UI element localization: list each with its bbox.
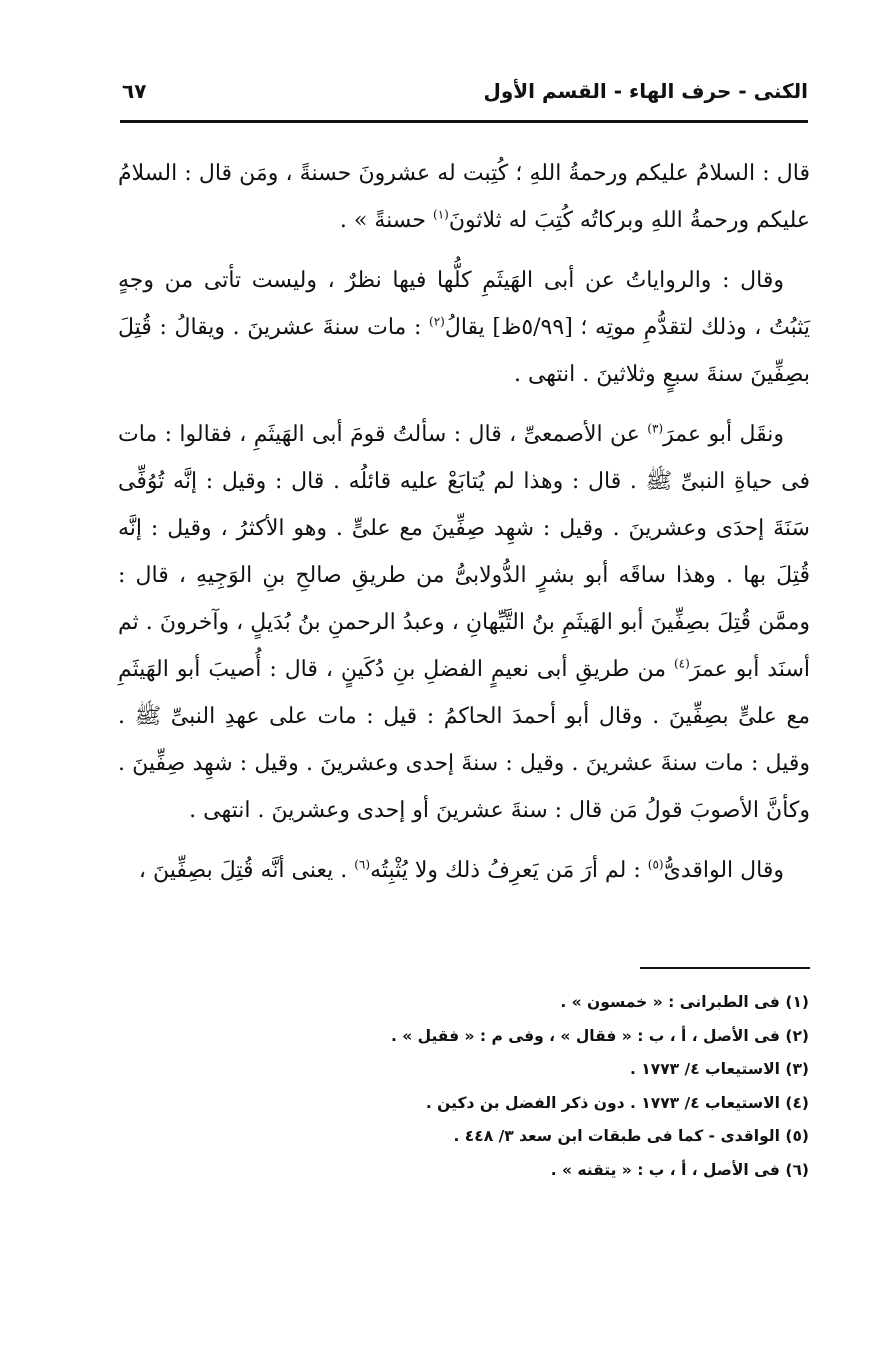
main-text: [118, 150, 810, 907]
paragraph-3-text-a: ونقَل أبو عمرَ: [663, 422, 784, 447]
paragraph-2-text-b: : مات سنةَ عشرينَ . ويقالُ : قُتِلَ بصِفِّينَ سنةَ سبعٍ وثلاثينَ . انتهى .: [118, 315, 810, 387]
footnote-2: (٢) فى الأصل ، أ ، ب : « فقال » ، وفى م : « فقيل » .: [390, 1026, 809, 1045]
footnote-1: (١) فى الطبرانى : « خمسون » .: [560, 993, 809, 1011]
paragraph-4: [118, 847, 810, 894]
running-header: [122, 68, 808, 114]
header-rule: [120, 120, 808, 123]
paragraph-2: [118, 257, 810, 398]
footnote-6: (٦) فى الأصل ، أ ، ب : « يتقنه » .: [550, 1160, 809, 1179]
paragraph-3: [118, 411, 810, 834]
page-number: ٦٧: [122, 79, 147, 103]
paragraph-2-text-a: وقال : والرواياتُ عن أبى الهَيثَمِ كلُّها فيها نظرٌ ، وليست تأتى من وجهٍ يَثبُتُ ، وذلك لتقدُّمِ موتِه ؛ [٥/٩٩ظ] يقالُ: [118, 268, 810, 340]
paragraph-4-text-b: : لم أرَ مَن يَعرِفُ ذلك ولا يُثْبِتُه: [370, 858, 648, 883]
header-title: الكنى - حرف الهاء - القسم الأول: [483, 79, 808, 103]
footnote-3: (٣) الاستيعاب ٤/ ١٧٧٣ .: [629, 1060, 809, 1078]
paragraph-4-text-a: وقال الواقدىُّ: [663, 858, 784, 883]
footnote-ref-1: (١): [433, 207, 449, 222]
footnote-ref-3: (٣): [647, 421, 664, 436]
footnote-ref-4: (٤): [673, 656, 690, 671]
footnote-ref-6: (٦): [354, 857, 371, 872]
footnote-ref-2: (٢): [429, 314, 445, 329]
footnote-ref-5: (٥): [647, 857, 664, 872]
paragraph-4-text-c: . يعنى أنَّه قُتِلَ بصِفِّينَ ،: [138, 858, 355, 883]
paragraph-3-text-c: من طريقِ أبى نعيمٍ الفضلِ بنِ دُكَينٍ ، قال : أُصيبَ أبو الهَيثَمِ مع علىٍّ بصِفِّينَ . وقال أبو أحمدَ الحاكمُ : قيل : مات على عهدِ النبىِّ ﷺ . وقيل : مات سنةَ عشرينَ . وقيل : سنةَ إحدى وعشرينَ . وقيل : شهِد صِفِّينَ . وكأنَّ الأصوبَ قولُ مَن قال : سنةَ عشرينَ أو إحدى وعشرينَ . انتهى .: [118, 657, 810, 823]
footnote-4: (٤) الاستيعاب ٤/ ١٧٧٣ . دون ذكر الفضل بن دكين .: [425, 1093, 809, 1112]
paragraph-3-text-b: عن الأصمعىِّ ، قال : سألتُ قومَ أبى الهَيثَمِ ، فقالوا : مات فى حياةِ النبىِّ ﷺ . قال : وهذا لم يُتابَعْ عليه قائلُه . قال : وقيل : إنَّه تُوُفِّى سَنَةَ إحدَى وعشرينَ . وقيل : شهِد صِفِّينَ مع علىٍّ . وهو الأكثرُ ، وقيل : إنَّه قُتِلَ بها . وهذا ساقَه أبو بشرٍ الدُّولابىُّ من طريقِ صالحِ بنِ الوَجِيهِ ، قال : وممَّن قُتِلَ بصِفِّينَ أبو الهَيثَمِ بنُ التَّيِّهانِ ، وعبدُ الرحمنِ بنُ بُدَيلٍ ، وآخرونَ . ثم أسنَد أبو عمرَ: [118, 422, 810, 682]
paragraph-1: [118, 150, 810, 244]
footnotes: [300, 986, 809, 1187]
paragraph-1-text-a: قال : السلامُ عليكم ورحمةُ اللهِ ؛ كُتِبت له عشرونَ حسنةً ، ومَن قال : السلامُ عليكم ورحمةُ اللهِ وبركاتُه كُتِبَ له ثلاثونَ: [118, 161, 810, 233]
footnote-separator: [640, 967, 810, 969]
footnote-5: (٥) الواقدى - كما فى طبقات ابن سعد ٣/ ٤٤٨ .: [453, 1127, 809, 1145]
paragraph-1-text-b: حسنةً » .: [339, 208, 434, 233]
